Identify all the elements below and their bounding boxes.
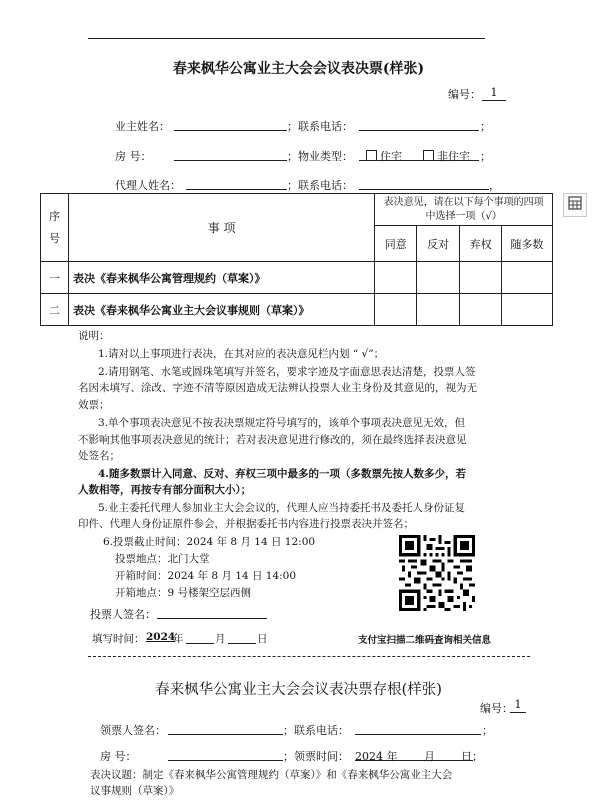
semicolon: ；	[480, 150, 491, 163]
receive-date-label: ；领票时间：	[283, 750, 349, 763]
note-2b: 名因未填写、涂改、字迹不清等原因造成无法辨认投票人业主身份及其意见的，视为无	[78, 382, 477, 394]
residential-option[interactable]	[366, 148, 402, 164]
fill-time-label: 填写时间：	[92, 633, 145, 645]
receive-date-year: 2024 年	[355, 750, 398, 763]
owner-name-label: 业主姓名：	[115, 120, 170, 133]
vote-cell-majority[interactable]	[502, 294, 553, 326]
vote-cell-oppose[interactable]	[417, 294, 460, 326]
table-tool-icon[interactable]	[563, 193, 587, 217]
header-seq	[41, 194, 69, 262]
stub-number-value[interactable]: 1	[514, 698, 522, 711]
fill-month-char: 月	[215, 633, 226, 645]
stub-number-underline	[510, 712, 526, 713]
header-item: 事 项	[68, 194, 374, 262]
type-underline	[359, 160, 479, 161]
vote-cell-majority[interactable]	[502, 262, 553, 294]
row-item: 表决《春来枫华公寓业主大会议事规则（草案）》	[68, 294, 374, 326]
stub-phone-label: ；联系电话：	[283, 724, 349, 737]
residential-label: 住宅	[380, 150, 402, 163]
ballot-number-label: 编号：	[448, 88, 481, 101]
open-place: 开箱地点：9 号楼架空层西侧	[115, 587, 252, 599]
receive-date-underline[interactable]	[355, 760, 473, 761]
note-3b: 不影响其他事项表决意见的统计；若对表决意见进行修改的，须在最终选择表决意见	[78, 434, 467, 446]
qr-caption: 支付宝扫描二维码查询相关信息	[358, 635, 492, 646]
option-abstain: 弃权	[460, 226, 502, 262]
header-seq-2: 号	[48, 231, 60, 245]
note-1: 1.请对以上事项进行表决，在其对应的表决意见栏内划 “ √”；	[98, 348, 385, 360]
fill-month-field[interactable]	[186, 643, 214, 644]
semicolon: ；	[482, 724, 493, 737]
table-row	[41, 294, 553, 326]
cut-line	[88, 656, 530, 657]
agent-name-field[interactable]	[186, 189, 287, 190]
stub-room-label: 房 号：	[100, 750, 137, 763]
note-3c: 处签名；	[78, 450, 120, 462]
vote-cell-oppose[interactable]	[417, 262, 460, 294]
note-3a: 3.单个事项表决意见不按表决票规定符号填写的，该单个事项表决意见无效，但	[98, 417, 466, 429]
vote-cell-abstain[interactable]	[460, 294, 502, 326]
row-seq: 一	[41, 262, 69, 294]
stub-room-field[interactable]	[168, 760, 283, 761]
receive-date-month: 月	[424, 750, 435, 763]
table-row	[41, 262, 553, 294]
property-type-label: ；物业类型：	[287, 150, 353, 163]
note-4b: 人数相等，再按专有部分面积大小）；	[78, 484, 252, 496]
comma: ，	[489, 179, 500, 192]
number-underline	[482, 100, 506, 101]
header-seq-1: 序	[48, 209, 60, 223]
stub-phone-field[interactable]	[355, 734, 481, 735]
fill-day-field[interactable]	[228, 643, 256, 644]
agent-name-label: 代理人姓名：	[115, 179, 181, 192]
open-time: 开箱时间：2024 年 8 月 14 日 14:00	[115, 570, 297, 582]
row-item: 表决《春来枫华公寓管理规约（草案）》	[68, 262, 374, 294]
option-agree: 同意	[375, 226, 417, 262]
room-label: 房 号：	[115, 150, 152, 163]
nonresidential-option[interactable]	[423, 148, 470, 164]
note-4a: 4.随多数票计入同意、反对、弃权三项中最多的一项（多数票先按人数多少，若	[98, 468, 466, 480]
vote-cell-agree[interactable]	[375, 294, 417, 326]
vote-table	[40, 193, 553, 326]
row-seq: 二	[41, 294, 69, 326]
fill-year[interactable]: 2024	[146, 631, 176, 643]
vote-cell-agree[interactable]	[375, 262, 417, 294]
fill-year-char: 年	[173, 633, 184, 645]
notes-heading: 说明：	[78, 330, 110, 342]
agent-phone-label: ；联系电话：	[287, 179, 353, 192]
option-majority: 随多数	[502, 226, 553, 262]
header-opinion: 表决意见，请在以下每个事项的四项中选择一项（√）	[375, 194, 553, 226]
note-2c: 效票；	[78, 399, 110, 411]
note-6: 6.投票截止时间：2024 年 8 月 14 日 12:00	[103, 536, 316, 548]
room-field[interactable]	[174, 160, 287, 161]
note-5a: 5.业主委托代理人参加业主大会会议的，代理人应当持委托书及委托人身份证复	[98, 502, 466, 514]
vote-cell-abstain[interactable]	[460, 262, 502, 294]
voter-signature-label: 投票人签名：	[90, 608, 156, 621]
qr-code-icon[interactable]	[399, 535, 475, 611]
option-oppose: 反对	[417, 226, 460, 262]
owner-name-field[interactable]	[174, 130, 287, 131]
ballot-number-value[interactable]: 1	[490, 86, 498, 99]
top-rule	[88, 38, 485, 39]
stub-title: 春来枫华公寓业主大会会议表决票存根(样张)	[155, 682, 442, 698]
fill-day-char: 日	[257, 633, 268, 645]
semicolon: ；	[480, 120, 491, 133]
voter-signature-field[interactable]	[157, 618, 267, 619]
nonresidential-label: 非住宅	[437, 150, 470, 163]
owner-phone-label: ；联系电话：	[287, 120, 353, 133]
ballot-title: 春来枫华公寓业主大会会议表决票(样张)	[172, 61, 425, 77]
note-2a: 2.请用钢笔、水笔或圆珠笔填写并签名，要求字迹及字面意思表达清楚，投票人签	[98, 366, 476, 378]
receiver-signature-label: 领票人签名：	[100, 724, 166, 737]
agent-phone-field[interactable]	[359, 189, 489, 190]
receiver-signature-field[interactable]	[168, 734, 283, 735]
receive-date-day: 日；	[461, 750, 483, 763]
stub-number-label: 编号：	[480, 702, 513, 715]
owner-phone-field[interactable]	[359, 130, 479, 131]
stub-subject-a: 表决议题：制定《春来枫华公寓管理规约（草案）》和《春来枫华公寓业主大会	[90, 769, 453, 781]
note-5b: 印件、代理人身份证原件参会，并根据委托书内容进行投票表决并签名；	[78, 518, 414, 530]
stub-subject-b: 议事规则（草案）》	[90, 785, 180, 797]
vote-place: 投票地点：北门大堂	[115, 553, 210, 565]
